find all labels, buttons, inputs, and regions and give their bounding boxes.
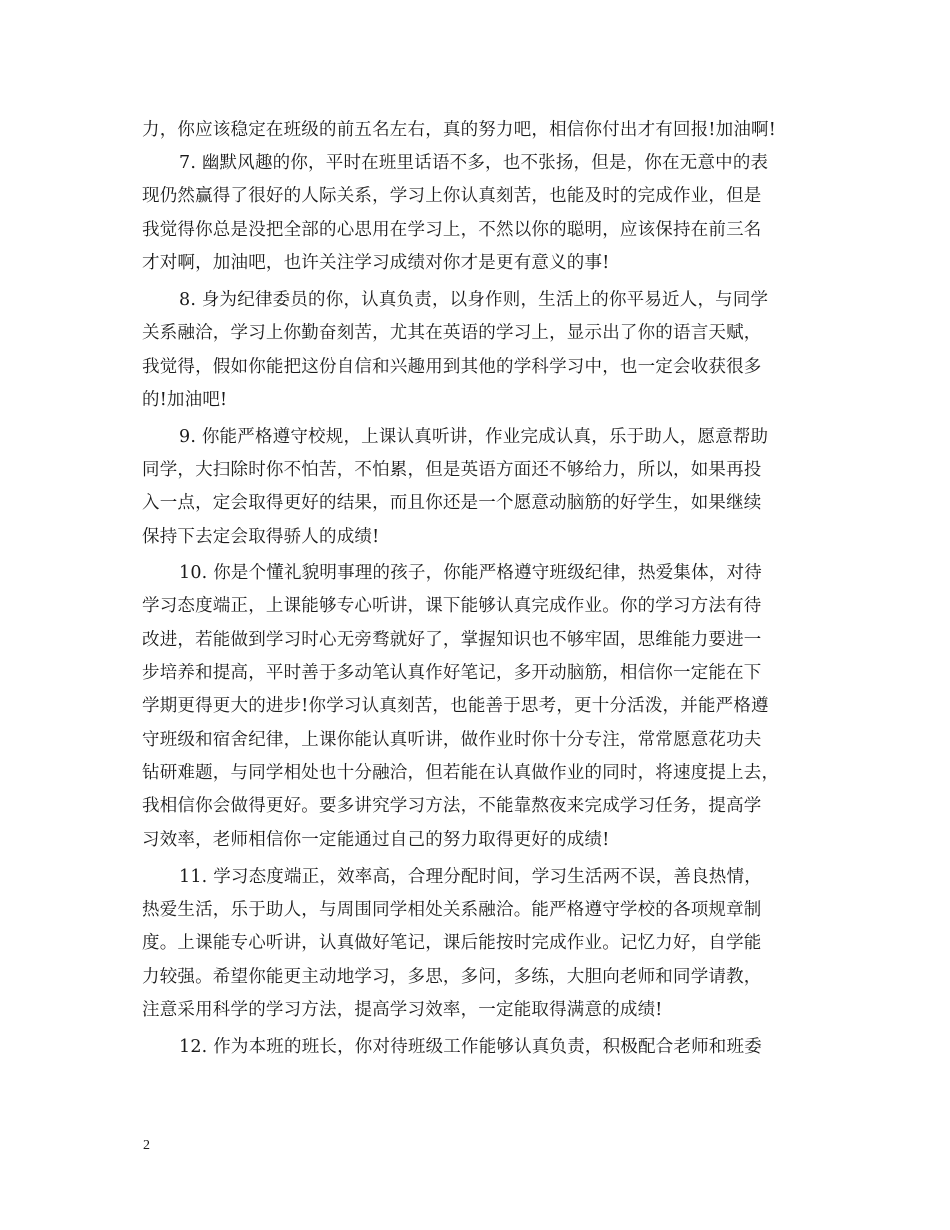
text-line: 保持下去定会取得骄人的成绩! (142, 527, 380, 547)
text-line: 才对啊，加油吧，也许关注学习成绩对你才是更有意义的事! (142, 253, 610, 273)
text-line: 8. 身为纪律委员的你，认真负责，以身作则，生活上的你平易近人，与同学 (179, 290, 769, 310)
text-line: 度。上课能专心听讲，认真做好笔记，课后能按时完成作业。记忆力好，自学能 (142, 933, 762, 953)
text-line: 注意采用科学的学习方法，提高学习效率，一定能取得满意的成绩! (142, 1000, 663, 1020)
text-line: 力，你应该稳定在班级的前五名左右，真的努力吧，相信你付出才有回报!加油啊! (142, 120, 776, 140)
page-number: 2 (143, 1138, 150, 1153)
text-line: 步培养和提高，平时善于多动笔认真作好笔记，多开动脑筋，相信你一定能在下 (142, 663, 762, 683)
text-line: 习效率，老师相信你一定能通过自己的努力取得更好的成绩! (142, 830, 610, 850)
text-line: 10. 你是个懂礼貌明事理的孩子，你能严格遵守班级纪律，热爱集体，对待 (179, 563, 762, 583)
text-line: 我相信你会做得更好。要多讲究学习方法，不能靠熬夜来完成学习任务，提高学 (142, 796, 762, 816)
text-line: 入一点，定会取得更好的结果，而且你还是一个愿意动脑筋的好学生，如果继续 (142, 493, 762, 513)
text-line: 学期更得更大的进步!你学习认真刻苦，也能善于思考，更十分活泼，并能严格遵 (142, 696, 769, 716)
text-line: 12. 作为本班的班长，你对待班级工作能够认真负责，积极配合老师和班委 (179, 1037, 762, 1057)
text-line: 力较强。希望你能更主动地学习，多思，多问，多练，大胆向老师和同学请教， (142, 967, 762, 987)
text-line: 关系融洽，学习上你勤奋刻苦，尤其在英语的学习上，显示出了你的语言天赋， (142, 323, 762, 343)
text-line: 改进，若能做到学习时心无旁骛就好了，掌握知识也不够牢固，思维能力要进一 (142, 630, 762, 650)
text-line: 我觉得，假如你能把这份自信和兴趣用到其他的学科学习中，也一定会收获很多 (142, 357, 762, 377)
text-line: 的!加油吧! (142, 390, 228, 410)
text-line: 9. 你能严格遵守校规，上课认真听讲，作业完成认真，乐于助人，愿意帮助 (179, 427, 769, 447)
text-line: 我觉得你总是没把全部的心思用在学习上，不然以你的聪明，应该保持在前三名 (142, 220, 762, 240)
text-line: 守班级和宿舍纪律，上课你能认真听讲，做作业时你十分专注，常常愿意花功夫 (142, 730, 762, 750)
text-line: 现仍然赢得了很好的人际关系，学习上你认真刻苦，也能及时的完成作业，但是 (142, 186, 762, 206)
text-line: 钻研难题，与同学相处也十分融洽，但若能在认真做作业的同时，将速度提上去， (142, 763, 780, 783)
text-line: 学习态度端正，上课能够专心听讲，课下能够认真完成作业。你的学习方法有待 (142, 596, 762, 616)
text-line: 7. 幽默风趣的你，平时在班里话语不多，也不张扬，但是，你在无意中的表 (179, 153, 769, 173)
text-line: 同学，大扫除时你不怕苦，不怕累，但是英语方面还不够给力，所以，如果再投 (142, 460, 762, 480)
text-line: 热爱生活，乐于助人，与周围同学相处关系融洽。能严格遵守学校的各项规章制 (142, 900, 762, 920)
text-line: 11. 学习态度端正，效率高，合理分配时间，学习生活两不误，善良热情， (179, 867, 762, 887)
